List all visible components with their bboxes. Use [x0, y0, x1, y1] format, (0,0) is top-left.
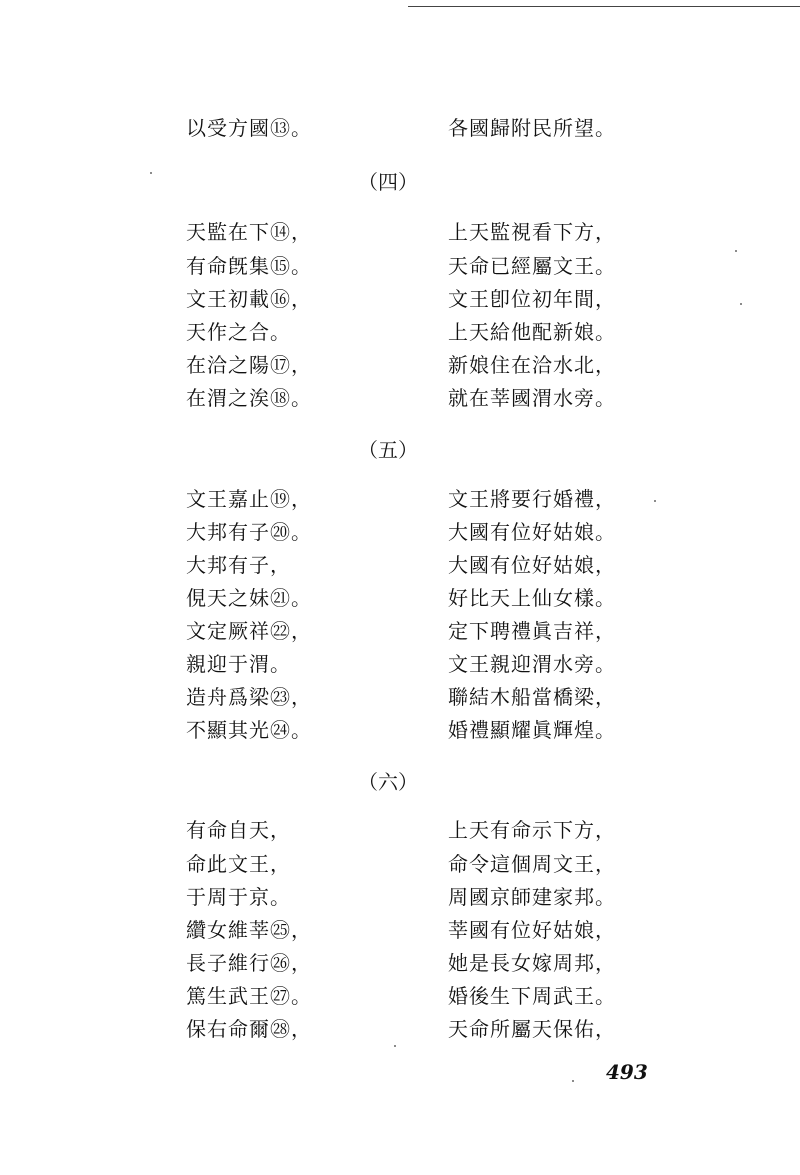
poem-line-original: 纘女維莘㉕， — [186, 918, 312, 942]
poem-line-original: 造舟爲梁㉓， — [186, 685, 312, 709]
poem-line-original: 天作之合。 — [186, 320, 291, 344]
poem-line-translation: 命令這個周文王， — [448, 852, 616, 876]
poem-line-original: 文定厥祥㉒， — [186, 619, 312, 643]
poem-line-translation: 大國有位好姑娘， — [448, 553, 616, 577]
poem-line-original: 在渭之涘⑱。 — [186, 386, 312, 410]
poem-line-translation: 上天有命示下方， — [448, 818, 616, 842]
poem-line-translation: 聯結木船當橋梁， — [448, 685, 616, 709]
poem-line-original: 親迎于渭。 — [186, 652, 291, 676]
poem-line-original: 天監在下⑭， — [186, 220, 312, 244]
stanza-heading-4: （四） — [358, 170, 418, 194]
poem-line-translation: 大國有位好姑娘。 — [448, 520, 616, 544]
scan-speck — [654, 500, 656, 502]
poem-line-translation: 定下聘禮眞吉祥， — [448, 619, 616, 643]
poem-line-original: 保右命爾㉘， — [186, 1017, 312, 1041]
poem-line-translation: 文王親迎渭水旁。 — [448, 652, 616, 676]
poem-line-translation: 婚禮顯耀眞輝煌。 — [448, 718, 616, 742]
stanza-heading-6: （六） — [358, 770, 418, 794]
poem-line-translation: 文王卽位初年間， — [448, 287, 616, 311]
poem-line-translation: 天命所屬天保佑， — [448, 1017, 616, 1041]
poem-line-translation: 莘國有位好姑娘， — [448, 918, 616, 942]
poem-line-translation: 文王將要行婚禮， — [448, 487, 616, 511]
poem-line-original: 以受方國⑬。 — [186, 116, 312, 140]
poem-line-translation: 新娘住在洽水北， — [448, 353, 616, 377]
poem-line-original: 有命自天， — [186, 818, 291, 842]
page-number: 493 — [606, 1060, 648, 1084]
poem-line-original: 不顯其光㉔。 — [186, 718, 312, 742]
poem-line-original: 俔天之妹㉑。 — [186, 586, 312, 610]
poem-line-translation: 就在莘國渭水旁。 — [448, 386, 616, 410]
scan-speck — [394, 1045, 396, 1047]
poem-line-translation: 上天給他配新娘。 — [448, 320, 616, 344]
scan-speck — [572, 1080, 574, 1082]
poem-line-translation: 好比天上仙女樣。 — [448, 586, 616, 610]
poem-line-translation: 天命已經屬文王。 — [448, 254, 616, 278]
poem-line-original: 篤生武王㉗。 — [186, 984, 312, 1008]
scan-speck — [735, 250, 737, 252]
stanza-heading-5: （五） — [358, 438, 418, 462]
scan-speck — [740, 303, 742, 305]
poem-line-original: 在洽之陽⑰， — [186, 353, 312, 377]
poem-line-original: 于周于京。 — [186, 885, 291, 909]
poem-line-translation: 婚後生下周武王。 — [448, 984, 616, 1008]
poem-line-translation: 她是長女嫁周邦， — [448, 951, 616, 975]
poem-line-original: 長子維行㉖， — [186, 951, 312, 975]
top-border-rule — [408, 6, 800, 7]
poem-line-translation: 各國歸附民所望。 — [448, 116, 616, 140]
poem-line-original: 大邦有子⑳。 — [186, 520, 312, 544]
scan-speck — [150, 172, 152, 174]
poem-line-original: 文王初載⑯， — [186, 287, 312, 311]
poem-line-translation: 周國京師建家邦。 — [448, 885, 616, 909]
poem-line-original: 大邦有子， — [186, 553, 291, 577]
poem-line-translation: 上天監視看下方， — [448, 220, 616, 244]
poem-line-original: 文王嘉止⑲， — [186, 487, 312, 511]
poem-line-original: 有命旣集⑮。 — [186, 254, 312, 278]
poem-line-original: 命此文王， — [186, 852, 291, 876]
